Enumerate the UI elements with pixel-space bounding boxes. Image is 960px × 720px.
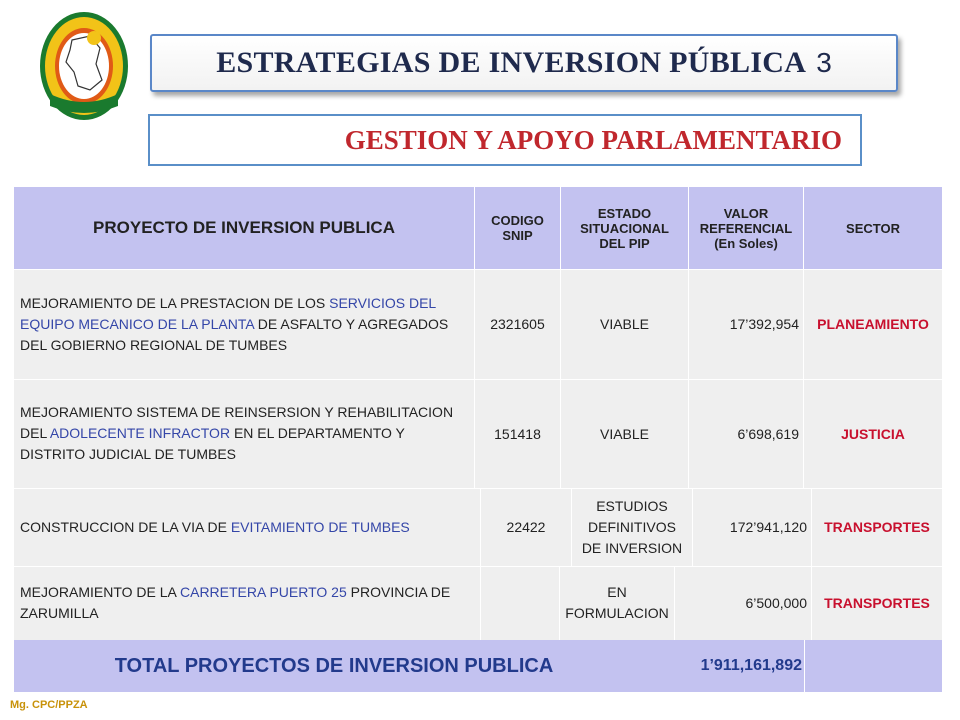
project-status: VIABLE (599, 316, 650, 332)
column-divider (559, 566, 560, 640)
page-subtitle: GESTION Y APOYO PARLAMENTARIO (344, 124, 842, 155)
project-name: MEJORAMIENTO DE LA CARRETERA PUERTO 25 PROVINCIA DE ZARUMILLA (20, 584, 451, 621)
reference-value: 6’500,000 (745, 595, 807, 611)
total-row (14, 640, 942, 692)
column-divider (674, 566, 675, 640)
header-sector: SECTOR (804, 187, 942, 269)
project-sector: JUSTICIA (841, 425, 905, 442)
subtitle-banner (148, 114, 862, 166)
header-project: PROYECTO DE INVERSION PUBLICA (14, 187, 474, 269)
project-sector: PLANEAMIENTO (817, 316, 929, 332)
header-snip: CODIGO SNIP (475, 187, 560, 269)
column-divider (480, 488, 481, 640)
gobierno-regional-logo (38, 10, 130, 122)
reference-value: 6’698,619 (737, 425, 799, 442)
project-name: CONSTRUCCION DE LA VIA DE EVITAMIENTO DE TUMBES (20, 518, 410, 535)
investment-projects-table (14, 187, 942, 692)
snip-code: 151418 (494, 425, 541, 442)
project-status: EN FORMULACION (565, 584, 669, 621)
column-divider (560, 187, 561, 488)
author-footer: Mg. CPC/PPZA (10, 699, 88, 711)
total-value: 1’911,161,892 (700, 657, 802, 674)
column-divider (811, 566, 812, 640)
column-divider (803, 187, 804, 488)
project-status: ESTUDIOS DEFINITIVOS DE INVERSION (581, 497, 683, 556)
header-value: VALOR REFERENCIAL (En Soles) (689, 187, 803, 269)
header-status: ESTADO SITUACIONAL DEL PIP (561, 187, 688, 269)
project-sector: TRANSPORTES (824, 595, 930, 611)
project-name: MEJORAMIENTO SISTEMA DE REINSERSION Y REHABILITACION DEL ADOLECENTE INFRACTOR EN EL DEPARTAMENTO Y DISTRITO JUDICIAL DE TUMBES (20, 404, 454, 462)
column-divider (688, 187, 689, 488)
snip-code: 2321605 (490, 316, 545, 332)
reference-value: 17’392,954 (729, 316, 799, 332)
project-name: MEJORAMIENTO DE LA PRESTACION DE LOS SERVICIOS DEL EQUIPO MECANICO DE LA PLANTA DE ASFALTO Y AGREGADOS DEL GOBIERNO REGIONAL DE TUMBES (20, 294, 449, 353)
column-divider (804, 640, 805, 692)
snip-code (481, 566, 559, 640)
title-banner (150, 34, 898, 92)
project-status: VIABLE (599, 425, 650, 442)
reference-value: 172’941,120 (729, 519, 807, 535)
column-divider (692, 488, 693, 566)
total-label: TOTAL PROYECTOS DE INVERSION PUBLICA (114, 654, 554, 677)
column-divider (571, 488, 572, 566)
project-sector: TRANSPORTES (824, 519, 930, 535)
column-divider (474, 187, 475, 488)
page-title: ESTRATEGIAS DE INVERSION PÚBLICA (216, 46, 807, 79)
title-number: 3 (816, 47, 832, 78)
snip-code: 22422 (506, 519, 546, 535)
column-divider (811, 488, 812, 566)
